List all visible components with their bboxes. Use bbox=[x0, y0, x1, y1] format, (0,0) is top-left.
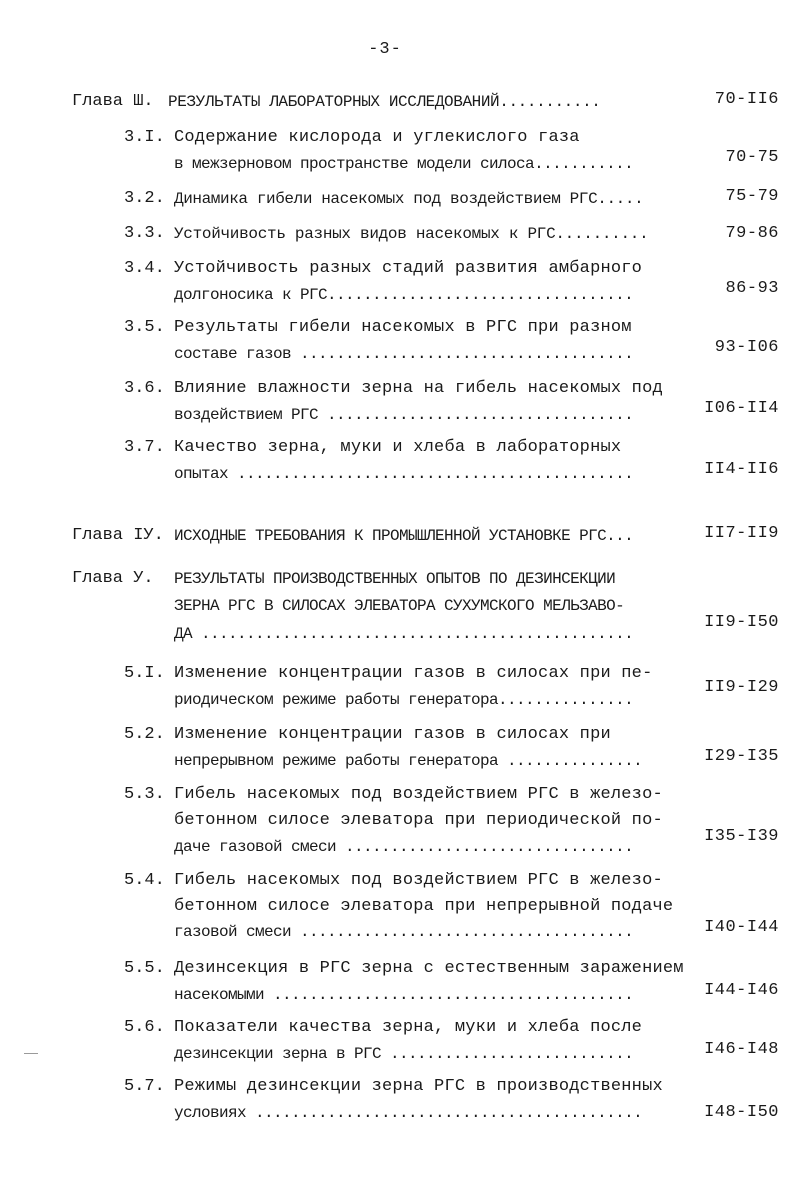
toc-entry-title-line: Влияние влажности зерна на гибель насекомых под bbox=[174, 379, 663, 398]
toc-entry-label: 5.5. bbox=[124, 959, 165, 978]
toc-entry-label: 5.6. bbox=[124, 1018, 165, 1037]
toc-entry-title-line: Результаты гибели насекомых в РГС при разном bbox=[174, 318, 632, 337]
toc-entry-title-line: Устойчивость разных видов насекомых к РГС.......... bbox=[174, 225, 649, 243]
toc-entry-title-line: Качество зерна, муки и хлеба в лабораторных bbox=[174, 438, 622, 457]
toc-entry-title-line: дезинсекции зерна в РГС ........................... bbox=[174, 1045, 634, 1063]
toc-entry-title-line: Содержание кислорода и углекислого газа bbox=[174, 128, 580, 147]
toc-entry-title-line: ДА ................................................ bbox=[174, 625, 634, 643]
toc-entry-title-line: РЕЗУЛЬТАТЫ ПРОИЗВОДСТВЕННЫХ ОПЫТОВ ПО ДЕЗИНСЕКЦИИ bbox=[174, 570, 616, 588]
toc-entry-label: 3.4. bbox=[124, 259, 165, 278]
toc-entry-title-line: Гибель насекомых под воздействием РГС в железо- bbox=[174, 785, 663, 804]
toc-entry-label: 5.I. bbox=[124, 664, 165, 683]
toc-entry-label: Глава Ш. bbox=[72, 92, 154, 111]
toc-entry-label: 5.2. bbox=[124, 725, 165, 744]
toc-entry-pages: 70-II6 bbox=[714, 90, 779, 109]
toc-entry-pages: II4-II6 bbox=[704, 460, 779, 479]
toc-entry-pages: II9-I29 bbox=[704, 678, 779, 697]
toc-entry-title-line: бетонном силосе элеватора при периодической по- bbox=[174, 811, 663, 830]
toc-entry-title-line: Изменение концентрации газов в силосах при пе- bbox=[174, 664, 653, 683]
toc-entry-title-line: долгоносика к РГС.................................. bbox=[174, 286, 634, 304]
toc-entry-pages: II7-II9 bbox=[704, 524, 779, 543]
toc-entry-title-line: Изменение концентрации газов в силосах при bbox=[174, 725, 611, 744]
toc-entry-label: 3.2. bbox=[124, 189, 165, 208]
toc-entry-pages: I35-I39 bbox=[704, 827, 779, 846]
toc-entry-title-line: газовой смеси ..................................... bbox=[174, 923, 634, 941]
toc-entry-title-line: воздействием РГС .................................. bbox=[174, 406, 634, 424]
toc-entry-title-line: риодическом режиме работы генератора............... bbox=[174, 691, 634, 709]
toc-entry-label: 5.7. bbox=[124, 1077, 165, 1096]
toc-entry-title-line: Гибель насекомых под воздействием РГС в железо- bbox=[174, 871, 663, 890]
toc-entry-pages: I46-I48 bbox=[704, 1040, 779, 1059]
toc-entry-title-line: бетонном силосе элеватора при непрерывной подаче bbox=[174, 897, 674, 916]
toc-entry-title-line: насекомыми ........................................ bbox=[174, 986, 634, 1004]
toc-entry-title-line: Динамика гибели насекомых под воздействием РГС..... bbox=[174, 190, 644, 208]
toc-entry-title-line: условиях ........................................... bbox=[174, 1104, 643, 1122]
toc-entry-label: 3.6. bbox=[124, 379, 165, 398]
toc-entry-pages: I40-I44 bbox=[704, 918, 779, 937]
toc-entry-title-line: опытах ............................................ bbox=[174, 465, 634, 483]
toc-entry-pages: I44-I46 bbox=[704, 981, 779, 1000]
toc-entry-title-line: Режимы дезинсекции зерна РГС в производственных bbox=[174, 1077, 663, 1096]
toc-entry-title-line: РЕЗУЛЬТАТЫ ЛАБОРАТОРНЫХ ИССЛЕДОВАНИЙ........... bbox=[168, 93, 601, 111]
toc-entry-pages: I48-I50 bbox=[704, 1103, 779, 1122]
toc-entry-label: Глава IУ. bbox=[72, 526, 164, 545]
toc-entry-label: Глава У. bbox=[72, 569, 154, 588]
toc-entry-label: 3.5. bbox=[124, 318, 165, 337]
toc-entry-title-line: Дезинсекция в РГС зерна с естественным заражением bbox=[174, 959, 684, 978]
toc-entry-title-line: ИСХОДНЫЕ ТРЕБОВАНИЯ К ПРОМЫШЛЕННОЙ УСТАНОВКЕ РГС... bbox=[174, 527, 634, 545]
toc-entry-pages: 79-86 bbox=[725, 224, 779, 243]
toc-entry-title-line: Устойчивость разных стадий развития амбарного bbox=[174, 259, 643, 278]
toc-entry-pages: 86-93 bbox=[725, 279, 779, 298]
toc-entry-label: 5.3. bbox=[124, 785, 165, 804]
toc-entry-label: 3.7. bbox=[124, 438, 165, 457]
toc-entry-title-line: даче газовой смеси ................................ bbox=[174, 838, 634, 856]
toc-entry-pages: II9-I50 bbox=[704, 613, 779, 632]
toc-entry-label: 3.3. bbox=[124, 224, 165, 243]
toc-entry-pages: 93-I06 bbox=[714, 338, 779, 357]
toc-entry-pages: I29-I35 bbox=[704, 747, 779, 766]
page-number: -3- bbox=[368, 40, 402, 59]
toc-entry-label: 3.I. bbox=[124, 128, 165, 147]
toc-entry-pages: 75-79 bbox=[725, 187, 779, 206]
toc-entry-title-line: составе газов ..................................... bbox=[174, 345, 634, 363]
toc-entry-title-line: ЗЕРНА РГС В СИЛОСАХ ЭЛЕВАТОРА СУХУМСКОГО МЕЛЬЗАВО- bbox=[174, 597, 625, 615]
margin-mark bbox=[24, 1053, 38, 1054]
toc-entry-title-line: в межзерновом пространстве модели силоса........... bbox=[174, 155, 634, 173]
toc-entry-label: 5.4. bbox=[124, 871, 165, 890]
toc-entry-pages: I06-II4 bbox=[704, 399, 779, 418]
toc-entry-pages: 70-75 bbox=[725, 148, 779, 167]
toc-entry-title-line: непрерывном режиме работы генератора ............... bbox=[174, 752, 643, 770]
toc-entry-title-line: Показатели качества зерна, муки и хлеба после bbox=[174, 1018, 643, 1037]
